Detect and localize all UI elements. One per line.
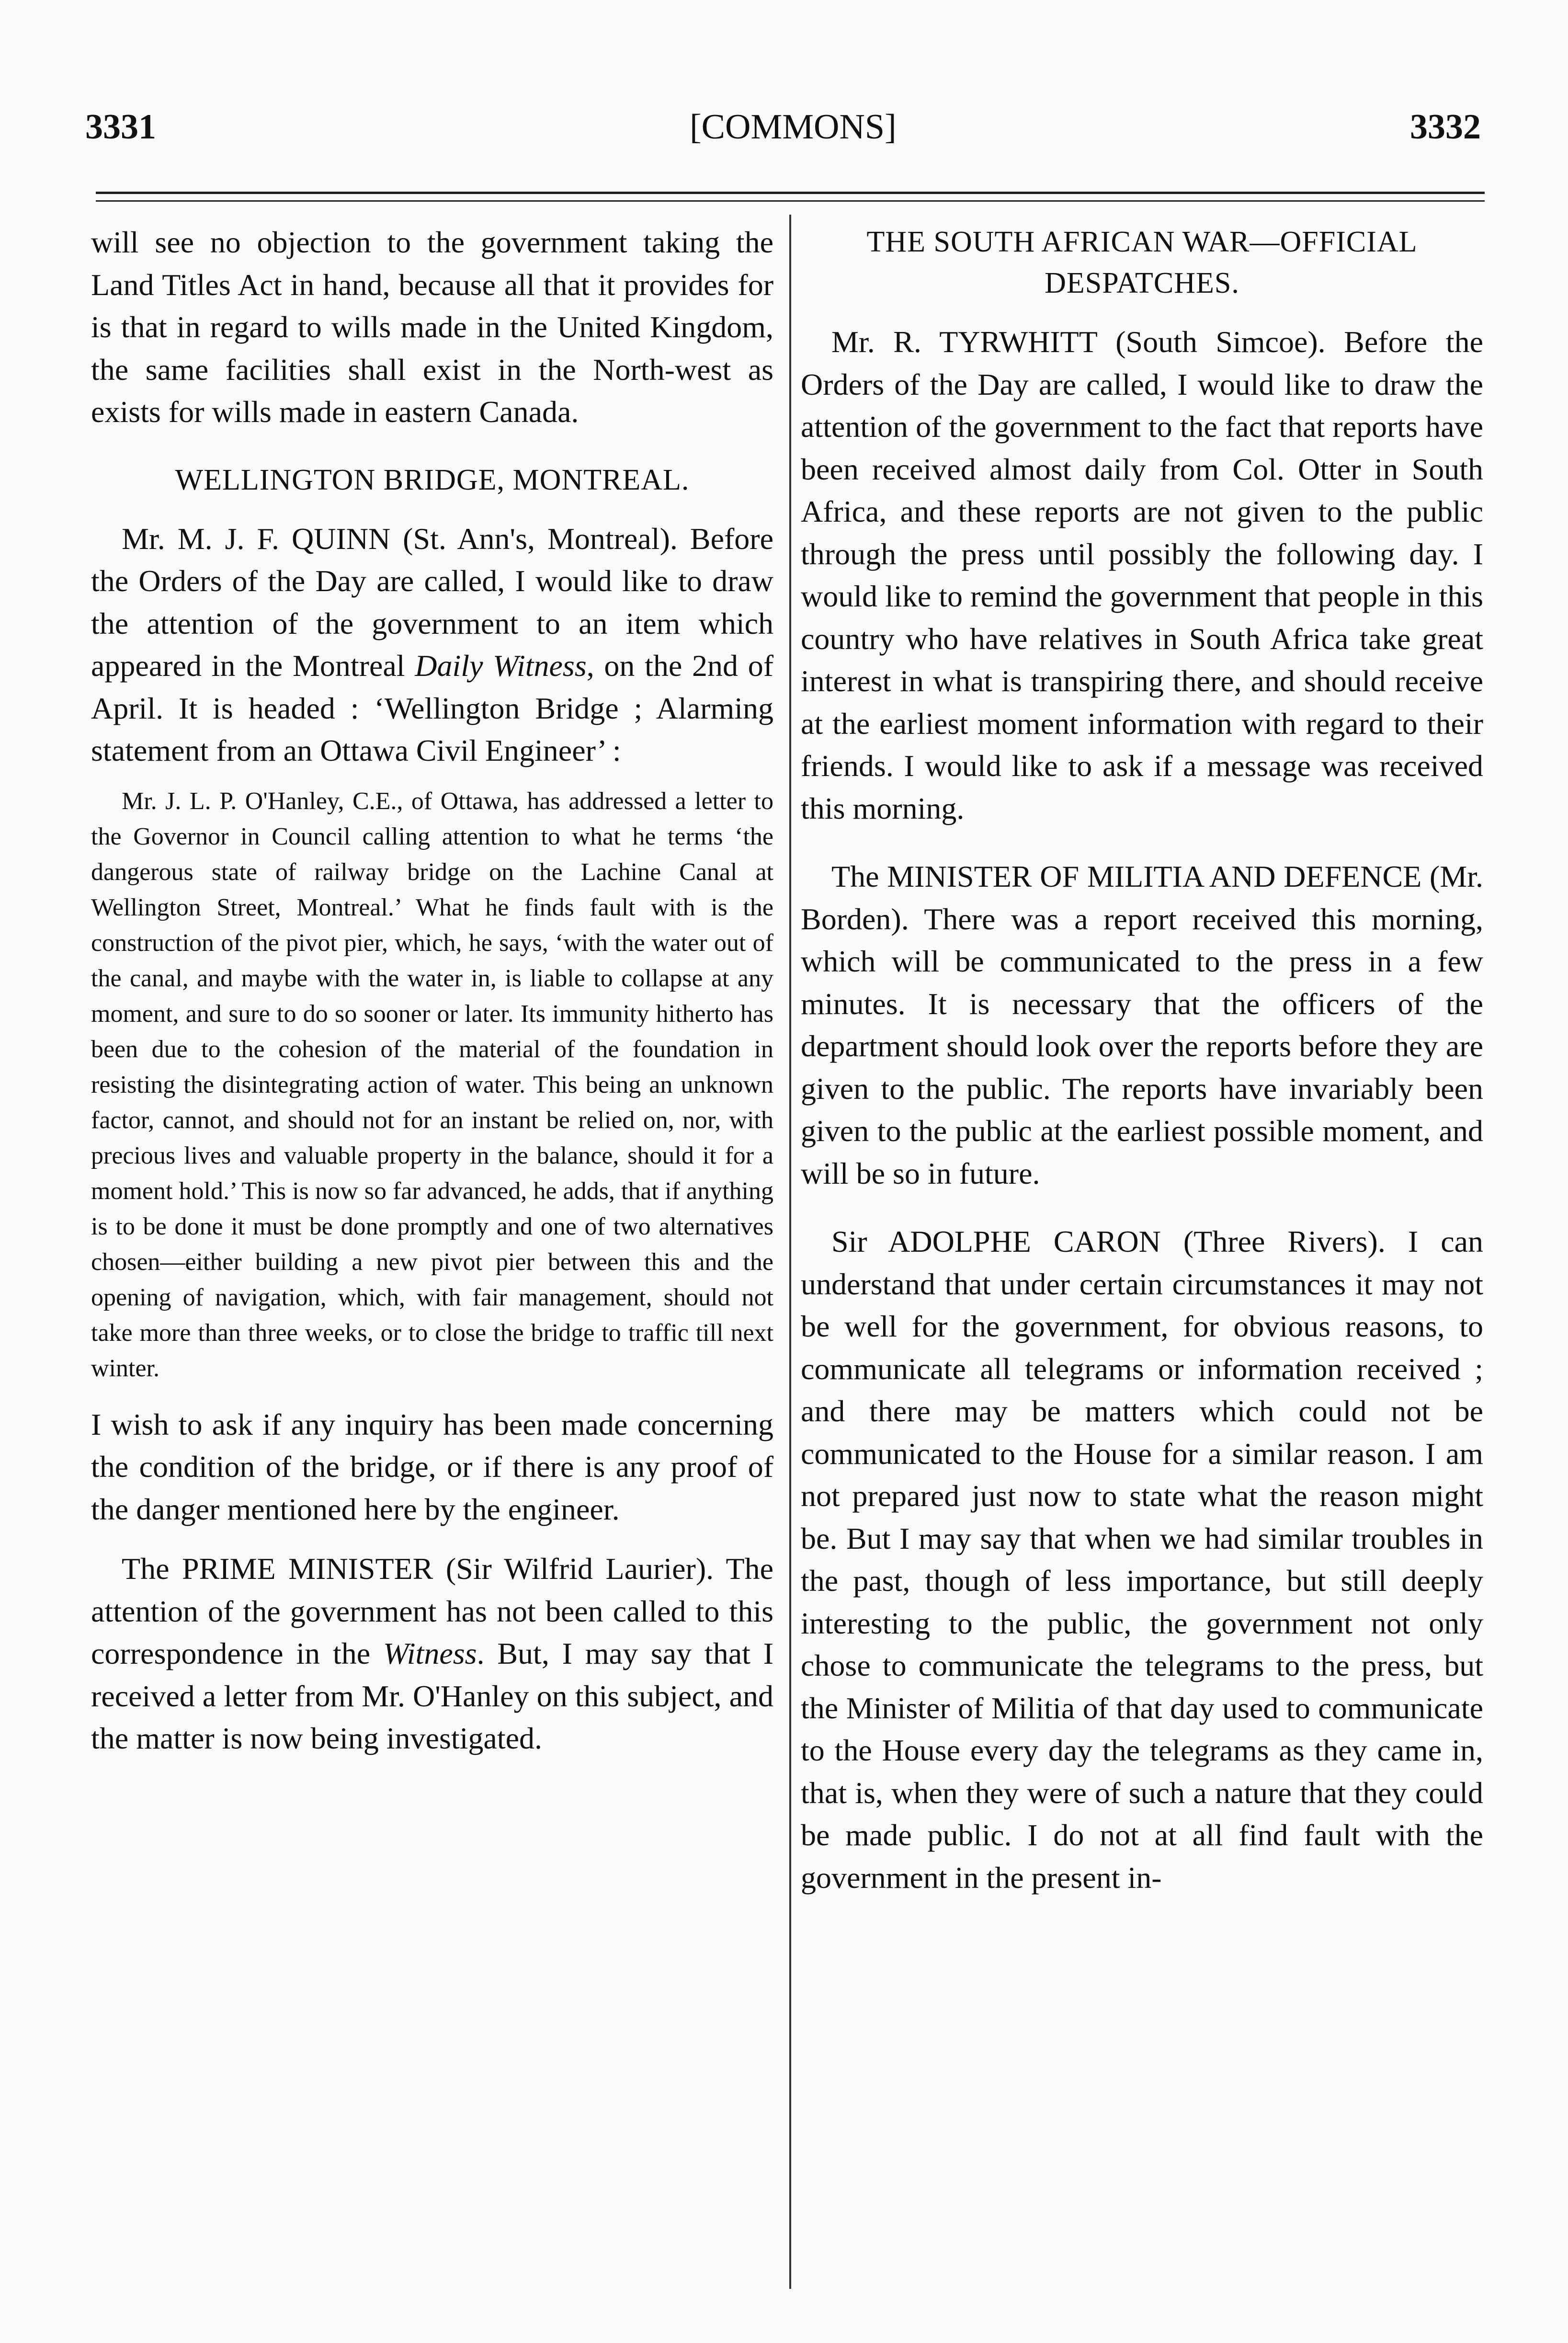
continuation-paragraph: will see no objection to the government taking the Land Titles Act in hand, because all that it provides for is that in regard to wills made in the United Kingdom, the same facilities shall exist in the North-west as exists for wills made in eastern Canada. xyxy=(91,225,773,429)
quinn-question: I wish to ask if any inquiry has been made concerning the condition of the bridge, or if there is any proof of the danger mentioned here by the engineer. xyxy=(91,1407,773,1526)
newspaper-quote: Mr. J. L. P. O'Hanley, C.E., of Ottawa, has addressed a letter to the Governor in Council calling attention to what he terms ‘the dangerous state of railway bridge on the Lachine Canal at Wellington Street, Montreal.’ What he finds fault with is the construction of the pivot pier, which, he says, ‘with the water out of the canal, and maybe with the water in, is liable to collapse at any moment, and sure to do so sooner or later. Its immunity hitherto has been due to the cohesion of the material of the foundation in resisting the disintegrating action of water. This being an unknown factor, cannot, and should not for an instant be relied on, nor, with precious lives and valuable property in the balance, should it for a moment hold.’ This is now so far advanced, he adds, that if anything is to be done it must be done promptly and one of two alternatives chosen—either building a new pivot pier between this and the opening of navigation, which, with fair management, should not take more than three weeks, or to close the bridge to traffic till next winter. xyxy=(91,787,773,1382)
tyrwhitt-speech: Mr. R. TYRWHITT (South Simcoe). Before the Orders of the Day are called, I would like to draw the attention of the government to the fact that reports have been received almost daily from Col. Otter in South Africa, and these reports are not given to the public through the press until possibly the following day. I would like to remind the government that people in this country who have relatives in South Africa take great interest in what is transpiring there, and should receive at the earliest moment information with regard to their friends. I would like to ask if a message was received this morning. xyxy=(801,325,1483,825)
quinn-text-a: Mr. M. J. F. QUINN (St. Ann's, Montreal). Before the Orders of the Day are called, I would like to draw the attention of the government to an item which appeared in the Montreal xyxy=(91,521,773,683)
page-number-right: 3332 xyxy=(1410,107,1481,147)
right-column xyxy=(801,221,1483,1899)
newspaper-title: Daily Witness xyxy=(415,649,587,683)
left-column xyxy=(91,221,773,1760)
section-heading-south-african-war: THE SOUTH AFRICAN WAR—OFFICIAL DESPATCHES. xyxy=(866,226,1418,299)
quinn-speech xyxy=(91,518,773,772)
caron-speech: Sir ADOLPHE CARON (Three Rivers). I can understand that under certain circumstances it may not be well for the government, for obvious reasons, to communicate all telegrams or information received ; and there may be matters which could not be communicated to the House for a similar reason. I am not prepared just now to state what the reason might be. But I may say that when we had similar troubles in the past, though of less importance, but still deeply interesting to the public, the government not only chose to communicate the telegrams to the press, but the Minister of Militia of that day used to communicate to the House every day the telegrams as they came in, that is, when they were of such a nature that they could be made public. I do not at all find fault with the government in the present in- xyxy=(801,1224,1483,1895)
pm-text-a: The PRIME MINISTER (Sir Wilfrid Laurier). The attention of the government has not been called to this correspondence in the xyxy=(91,1552,773,1670)
minister-militia-reply: The MINISTER OF MILITIA AND DEFENCE (Mr. Borden). There was a report received this morning, which will be communicated to the press in a few minutes. It is necessary that the officers of the department should look over the reports before they are given to the public. The reports have invariably been given to the public at the earliest possible moment, and will be so in future. xyxy=(801,859,1483,1190)
running-head: [COMMONS] xyxy=(690,107,897,147)
prime-minister-reply xyxy=(91,1548,773,1760)
header-rule-top xyxy=(96,192,1485,194)
newspaper-title-short: Witness xyxy=(383,1636,477,1670)
header-rule-bottom xyxy=(96,200,1485,202)
section-heading-wellington: WELLINGTON BRIDGE, MONTREAL. xyxy=(175,463,690,496)
page-number-left: 3331 xyxy=(85,107,156,147)
quinn-text-b: , on the 2nd of April. It is headed : ‘Wellington Bridge ; Alarming statement from an Ottawa Civil Engineer’ : xyxy=(91,649,774,767)
pm-text-b: . But, I may say that I received a letter from Mr. O'Hanley on this subject, and the matter is now being investigated. xyxy=(91,1636,774,1755)
column-divider xyxy=(789,215,791,2289)
